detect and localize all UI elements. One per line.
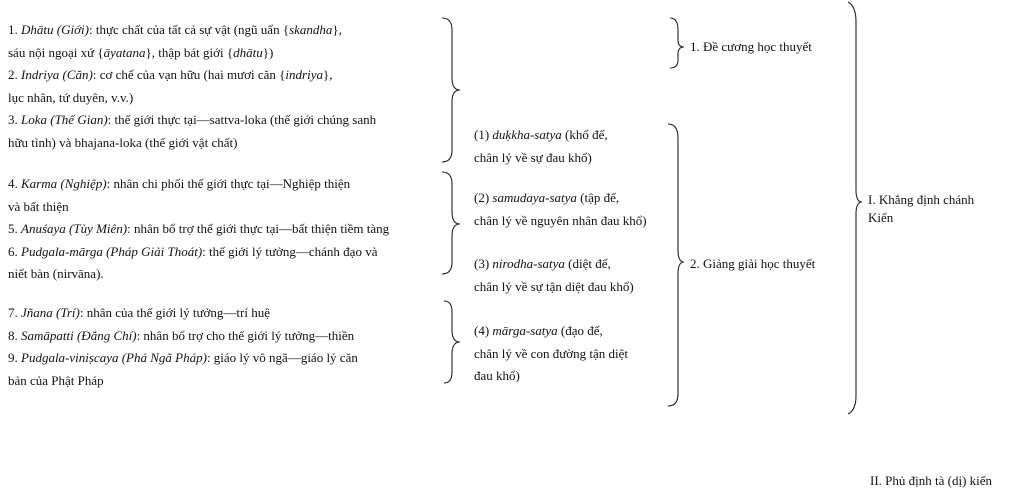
brace-truths xyxy=(668,124,684,406)
term: Karma (Nghiệp) xyxy=(21,176,107,191)
text-segment: : nhân của thế giới lý tưởng—trí huệ xyxy=(79,305,270,320)
term: Indriya (Căn) xyxy=(21,67,93,82)
term: Samāpatti (Đẳng Chí) xyxy=(21,327,137,343)
text-segment: chân lý về sự đau khổ) xyxy=(474,149,592,165)
text-segment: }, xyxy=(332,22,342,37)
text-segment: 7. xyxy=(8,305,21,320)
text-segment: và bất thiện xyxy=(8,198,69,214)
text-segment: (tập đế, xyxy=(576,190,620,205)
label-negate: II. Phủ định tà (dị) kiến xyxy=(870,473,993,488)
term: Loka (Thế Gian) xyxy=(21,112,108,127)
text-segment: (diệt đế, xyxy=(564,256,611,271)
brace-group3 xyxy=(444,301,460,383)
text-segment: lục nhân, tứ duyên, v.v.) xyxy=(8,89,134,105)
text-segment: (4) xyxy=(474,323,493,338)
text-segment: chân lý về con đường tận diệt xyxy=(474,345,628,361)
text-segment: 8. xyxy=(8,327,21,343)
text-segment: : nhân bổ trợ cho thế giới lý tưởng—thiền xyxy=(136,327,355,343)
brace-group2 xyxy=(442,172,460,274)
label-explanation: 2. Giảng giải học thuyết xyxy=(690,256,816,271)
text-segment: : nhân chi phối thế giới thực tại—Nghiệp thiện xyxy=(106,176,351,191)
term: indriya xyxy=(285,67,323,82)
text-segment: }) xyxy=(262,44,274,60)
brace-outline xyxy=(670,18,684,68)
text-segment: : thế giới lý tưởng—chánh đạo và xyxy=(202,243,378,259)
text-segment: : cơ chế của vạn hữu (hai mươi căn { xyxy=(92,67,286,82)
text-segment: (3) xyxy=(474,256,493,271)
text-segment: hữu tình) và bhajana-loka (thế giới vật chất) xyxy=(8,134,238,150)
term: Anuśaya (Tùy Miên) xyxy=(21,221,128,236)
term: āyatana xyxy=(103,44,146,60)
text-segment: : giáo lý vô ngã—giáo lý căn xyxy=(206,350,358,365)
text-segment: (1) xyxy=(474,127,493,142)
term: samudaya-satya xyxy=(492,190,577,205)
brace-affirm xyxy=(848,2,862,414)
text-segment: : thế giới thực tại—sattva-loka (thế giới chúng sanh xyxy=(107,112,377,127)
text-segment: (đạo đế, xyxy=(557,323,603,338)
label-affirm-line2: Kiến xyxy=(868,210,894,225)
text-segment: 3. xyxy=(8,112,21,127)
brace-group1 xyxy=(442,18,460,162)
term: Pudgala-mārga (Pháp Giải Thoát) xyxy=(21,243,203,259)
text-segment: sáu nội ngoại xứ { xyxy=(8,44,104,60)
text-segment: : thực chất của tất cả sự vật (ngũ uẩn { xyxy=(88,22,290,37)
text-segment: chân lý về nguyên nhân đau khổ) xyxy=(474,212,647,228)
text-segment: niết bàn (nirvāna). xyxy=(8,266,104,281)
text-segment: 9. xyxy=(8,350,21,365)
term: Jñana (Trí) xyxy=(21,305,80,320)
text-segment: bản của Phật Pháp xyxy=(8,372,104,388)
term: nirodha-satya xyxy=(492,256,565,271)
label-affirm-line1: I. Khẳng định chánh xyxy=(868,192,975,207)
term: skandha xyxy=(289,22,333,37)
text-segment: 6. xyxy=(8,243,21,259)
text-segment: 1. xyxy=(8,22,21,37)
text-segment: 4. xyxy=(8,176,21,191)
term: dhātu xyxy=(233,44,263,60)
text-segment: 5. xyxy=(8,221,21,236)
text-segment: chân lý về sự tận diệt đau khổ) xyxy=(474,278,634,294)
text-segment: (2) xyxy=(474,190,493,205)
text-segment: 2. xyxy=(8,67,21,82)
term: Dhātu (Giới) xyxy=(21,22,89,37)
text-segment: (khổ đế, xyxy=(561,127,608,142)
term: mārga-satya xyxy=(492,323,558,338)
text-segment: đau khổ) xyxy=(474,368,520,383)
text-segment: }, xyxy=(322,67,333,82)
term: duḳkha-satya xyxy=(492,127,562,142)
text-segment: }, thập bát giới { xyxy=(145,44,234,60)
text-segment: : nhân bổ trợ thế giới thực tại—bất thiện tiềm tàng xyxy=(127,221,390,236)
term: Pudgala-viniṣcaya (Phá Ngã Pháp) xyxy=(21,350,207,365)
label-outline: 1. Đề cương học thuyết xyxy=(690,39,812,54)
